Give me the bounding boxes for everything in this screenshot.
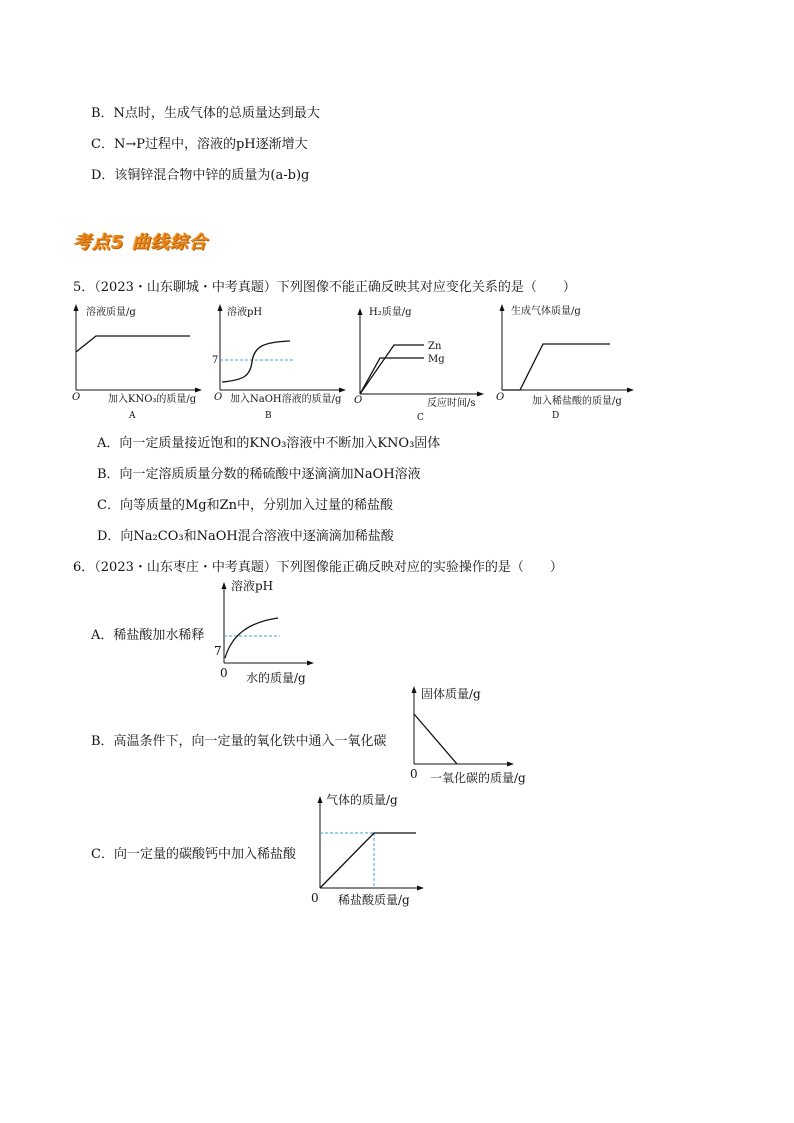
q5-a-origin: O [72, 392, 81, 403]
q5-d-curve [502, 344, 610, 390]
q5-d-xlabel: 加入稀盐酸的质量/g [532, 396, 622, 407]
q5-a-ylabel: 溶液质量/g [86, 307, 136, 318]
q5-chart-b [212, 304, 346, 421]
q5-option-a: A．向一定质量接近饱和的KNO₃溶液中不断加入KNO₃固体 [97, 436, 441, 451]
q6-a-curve [225, 618, 278, 658]
q5-c-series-zn: Zn [428, 341, 442, 352]
option-d-prev: D．该铜锌混合物中锌的质量为(a-b)g [91, 168, 310, 183]
q6-c-ylabel: 气体的质量/g [326, 793, 398, 807]
q6-a-tick7: 7 [214, 644, 222, 658]
q6-a-origin: 0 [220, 666, 228, 680]
q6-b-origin: 0 [410, 767, 418, 781]
q6-c-origin: 0 [311, 891, 319, 905]
q5-b-xlabel: 加入NaOH溶液的质量/g [230, 394, 342, 405]
q5-b-origin: O [214, 392, 223, 403]
q5-charts [62, 300, 652, 425]
q6-c-xlabel: 稀盐酸质量/g [338, 893, 410, 907]
q5-c-series-mg: Mg [428, 354, 445, 365]
q6-c-curve [320, 833, 416, 888]
q5-c-caption: C [417, 413, 424, 423]
q6-a-ylabel: 溶液pH [231, 579, 274, 593]
q5-b-curve [222, 341, 290, 382]
q6-b-curve [414, 714, 457, 764]
q5-a-xlabel: 加入KNO₃的质量/g [108, 394, 197, 405]
q5-option-d: D．向Na₂CO₃和NaOH混合溶液中逐滴滴加稀盐酸 [97, 529, 394, 544]
q5-stem: 5．（2023・山东聊城・中考真题）下列图像不能正确反映其对应变化关系的是（ ） [73, 280, 576, 295]
q6-chart-a [210, 578, 340, 688]
q5-c-origin: O [354, 395, 363, 406]
q5-b-caption: B [265, 411, 272, 421]
q5-chart-d [496, 304, 634, 421]
q5-option-b: B．向一定溶质质量分数的稀硫酸中逐滴滴加NaOH溶液 [97, 467, 421, 482]
q6-option-c: C．向一定量的碳酸钙中加入稀盐酸 [91, 847, 296, 862]
option-c-prev: C．N→P过程中，溶液的pH逐渐增大 [91, 137, 308, 152]
q5-d-ylabel: 生成气体质量/g [511, 306, 581, 317]
option-b-prev: B．N点时，生成气体的总质量达到最大 [91, 106, 320, 121]
q6-b-ylabel: 固体质量/g [421, 687, 481, 701]
q6-chart-b [402, 680, 582, 790]
q5-c-xlabel: 反应时间/s [427, 398, 476, 409]
q5-chart-a [72, 304, 202, 421]
q6-chart-c [306, 786, 476, 911]
q5-option-c: C．向等质量的Mg和Zn中，分别加入过量的稀盐酸 [97, 498, 393, 513]
q6-stem: 6．（2023・山东枣庄・中考真题）下列图像能正确反映对应的实验操作的是（ ） [73, 560, 563, 575]
q5-c-mg-line [360, 358, 424, 394]
q5-d-caption: D [552, 411, 560, 421]
q6-b-xlabel: 一氧化碳的质量/g [430, 771, 526, 785]
q5-a-curve [76, 336, 190, 352]
q5-b-tick7: 7 [212, 355, 219, 366]
q6-option-a: A．稀盐酸加水稀释 [91, 628, 205, 643]
q5-b-ylabel: 溶液pH [227, 307, 263, 318]
q5-d-origin: O [496, 392, 505, 403]
q6-option-b: B．高温条件下，向一定量的氧化铁中通入一氧化碳 [91, 734, 387, 749]
q6-a-xlabel: 水的质量/g [246, 671, 306, 685]
section-title: 考点5 曲线综合 [73, 232, 208, 253]
q5-a-caption: A [129, 411, 136, 421]
q5-c-zn-line [360, 345, 424, 394]
q5-chart-c [354, 305, 484, 423]
q5-c-ylabel: H₂质量/g [369, 307, 412, 318]
